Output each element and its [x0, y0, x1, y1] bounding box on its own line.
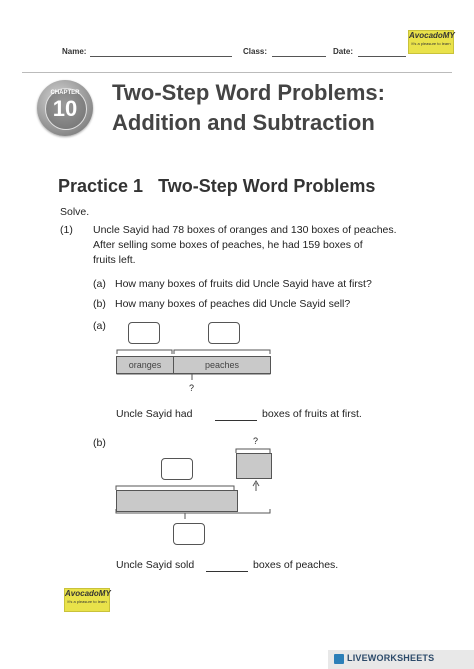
answer-b-suffix: boxes of peaches.: [253, 559, 339, 571]
diagram-a-question-mark: ?: [189, 383, 195, 393]
total-answer-box[interactable]: [173, 523, 205, 545]
question-number: (1): [60, 224, 73, 236]
question-line1: Uncle Sayid had 78 boxes of oranges and 130 boxes of peaches.: [93, 224, 397, 236]
answer-a-field[interactable]: [215, 420, 257, 421]
bar-oranges: oranges: [116, 356, 174, 374]
part-b-label: (b): [93, 298, 106, 310]
answer-b-field[interactable]: [206, 571, 248, 572]
answer-b-prefix: Uncle Sayid sold: [116, 559, 195, 571]
sold-top-answer-box[interactable]: [161, 458, 193, 480]
part-a-label: (a): [93, 278, 106, 290]
class-field[interactable]: [272, 56, 326, 57]
logo-bottom-tagline: It's a pleasure to learn: [67, 599, 107, 604]
date-label: Date:: [333, 47, 354, 56]
question-line3: fruits left.: [93, 254, 136, 266]
diagram-b-question-mark: ?: [253, 436, 259, 446]
name-label: Name:: [62, 47, 87, 56]
chapter-number: 10: [52, 96, 78, 121]
class-label: Class:: [243, 47, 268, 56]
diagram-a-label: (a): [93, 320, 106, 332]
header-divider: [22, 72, 452, 73]
name-field[interactable]: [90, 56, 232, 57]
bar-remaining: [116, 490, 238, 512]
part-b-text: How many boxes of peaches did Uncle Sayid sell?: [115, 298, 351, 310]
footer-brand[interactable]: LIVEWORKSHEETS: [347, 653, 435, 663]
logo-tagline: It's a pleasure to learn: [411, 41, 451, 46]
answer-a-prefix: Uncle Sayid had: [116, 408, 193, 420]
bar-peaches: peaches: [173, 356, 271, 374]
part-a-text: How many boxes of fruits did Uncle Sayid have at first?: [115, 278, 372, 290]
chapter-title-line2: Addition and Subtraction: [112, 110, 375, 135]
chapter-title-line1: Two-Step Word Problems:: [112, 80, 385, 105]
logo-bottom-text: AvocadoMY: [65, 589, 111, 598]
diagram-b-label: (b): [93, 437, 106, 449]
bar-sold-peaches: [236, 453, 272, 479]
answer-a-suffix: boxes of fruits at first.: [262, 408, 362, 420]
avocadomy-logo: [408, 30, 454, 54]
avocadomy-logo-bottom: [64, 588, 110, 612]
practice-heading: Practice 1 Two-Step Word Problems: [58, 176, 376, 196]
instruction: Solve.: [60, 206, 90, 218]
chapter-badge-label: CHAPTER: [50, 90, 80, 96]
question-line2: After selling some boxes of peaches, he had 159 boxes of: [93, 239, 363, 251]
date-field[interactable]: [358, 56, 406, 57]
liveworksheets-icon: [334, 654, 344, 664]
logo-text: AvocadoMY: [409, 31, 455, 40]
chapter-title: [112, 78, 385, 138]
